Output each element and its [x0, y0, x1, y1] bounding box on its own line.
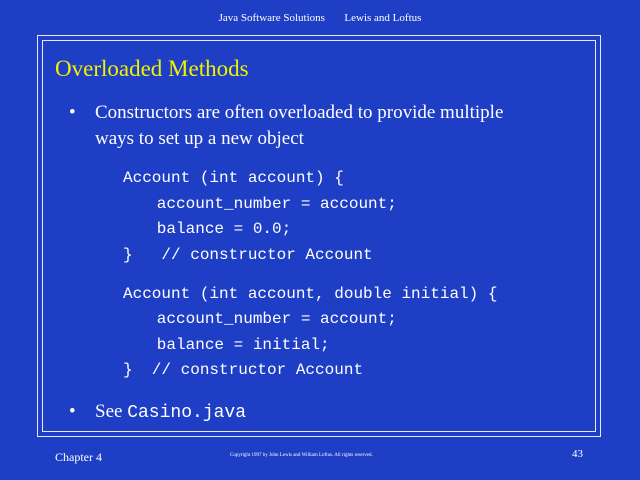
copyright-notice: Copyright 1997 by John Lewis and William Loftus. All rights reserved. — [230, 453, 373, 458]
code-line: Account (int account) { — [123, 169, 344, 187]
slide-header — [0, 12, 640, 24]
bullet-text — [95, 399, 246, 426]
page-number: 43 — [572, 448, 583, 460]
code-line: } // constructor Account — [123, 246, 373, 264]
authors: Lewis and Loftus — [344, 12, 422, 24]
code-line: Account (int account, double initial) { — [123, 285, 498, 303]
chapter-label: Chapter 4 — [55, 450, 102, 464]
code-line: account_number = account; — [128, 195, 397, 213]
slide-title: Overloaded Methods — [55, 56, 249, 81]
code-line: balance = 0.0; — [128, 220, 292, 238]
bullet-dot-icon: • — [69, 401, 76, 422]
code-line: account_number = account; — [128, 310, 397, 328]
bullet-prefix: See — [95, 401, 123, 422]
casino-file-reference: Casino.java — [127, 403, 247, 423]
bullet-text — [95, 100, 503, 152]
course-title: Java Software Solutions — [218, 12, 325, 24]
code-line: } // constructor Account — [123, 361, 364, 379]
bullet-line-2: ways to set up a new object — [95, 128, 304, 149]
bullet-dot-icon: • — [69, 102, 76, 123]
bullet-line-1: Constructors are often overloaded to provide multiple — [95, 102, 504, 123]
code-line: balance = initial; — [128, 336, 330, 354]
